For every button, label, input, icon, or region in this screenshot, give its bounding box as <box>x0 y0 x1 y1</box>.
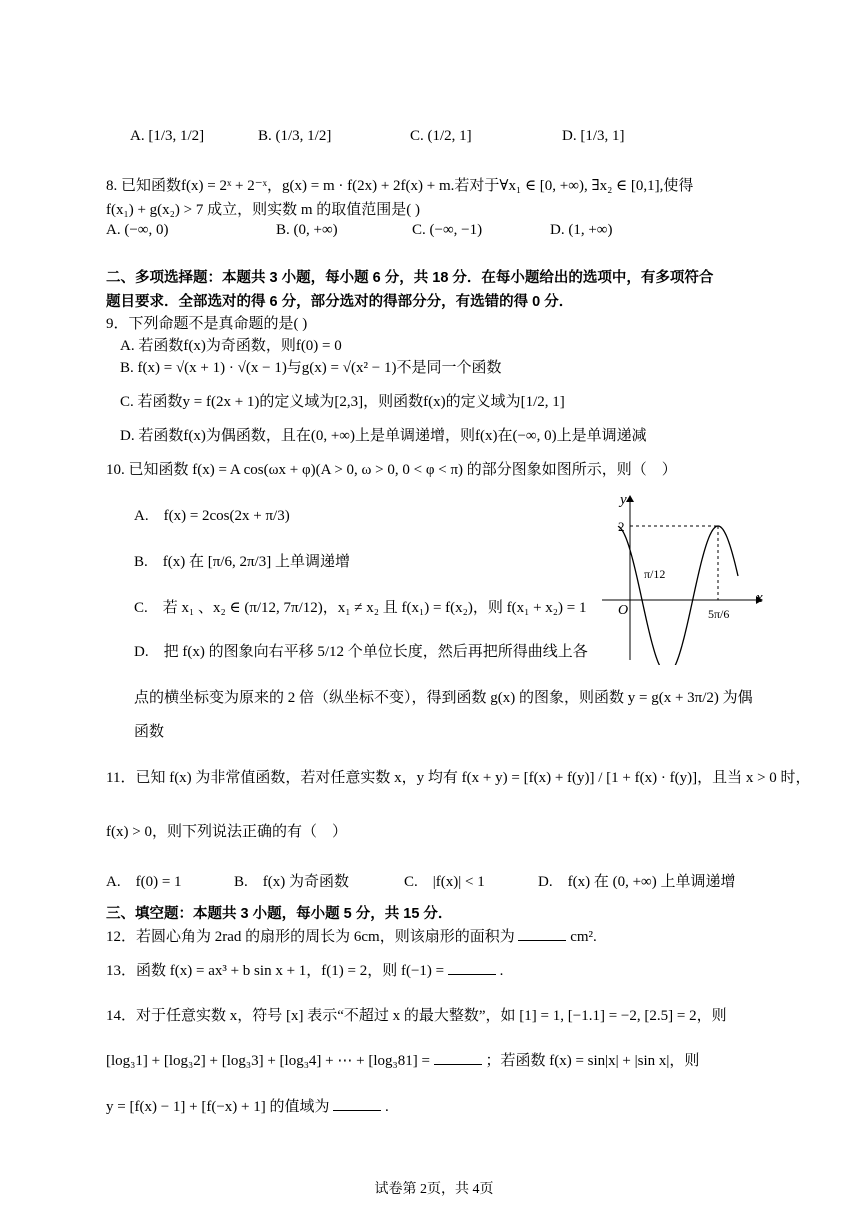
pi-over-12-label: π/12 <box>644 567 666 581</box>
section2-heading-line1: 二、多项选择题：本题共 3 小题，每小题 6 分，共 18 分．在每小题给出的选项中，有多项符合 <box>106 270 714 286</box>
q11-option-a: A. f(0) = 1 <box>106 874 182 890</box>
q10-option-d-line2: 点的横坐标变为原来的 2 倍（纵坐标不变），得到函数 g(x) 的图象，则函数 y = g(x + 3π/2) 为偶 <box>134 690 753 706</box>
q7-option-c: C. (1/2, 1] <box>410 128 472 144</box>
q10-option-c: C. 若 x₁ 、x₂ ∈ (π/12, 7π/12)，x₁ ≠ x₂ 且 f(x₁) = f(x₂)，则 f(x₁ + x₂) = 1 <box>134 600 587 616</box>
x-axis-label: x <box>756 590 763 606</box>
q8-option-d: D. (1, +∞) <box>550 222 613 238</box>
q9-stem: 9．下列命题不是真命题的是( ) <box>106 316 308 332</box>
q14-stem-line1: 14．对于任意实数 x，符号 [x] 表示“不超过 x 的最大整数”，如 [1] = 1, [−1.1] = −2, [2.5] = 2，则 <box>106 1008 727 1024</box>
q13-answer-blank[interactable] <box>448 960 496 975</box>
q10-option-b: B. f(x) 在 [π/6, 2π/3] 上单调递增 <box>134 554 350 570</box>
q14-end: . <box>385 1099 389 1115</box>
y-axis-label: y <box>620 492 627 508</box>
q14-function-def: ；若函数 f(x) = sin|x| + |sin x|，则 <box>485 1053 700 1069</box>
q10-option-d-line1: D. 把 f(x) 的图象向右平移 5/12 个单位长度，然后再把所得曲线上各 <box>134 644 588 660</box>
q13-text: 13．函数 f(x) = ax³ + b sin x + 1，f(1) = 2，则 f(−1) = <box>106 963 445 979</box>
q13-end: . <box>499 963 504 979</box>
section3-heading: 三、填空题：本题共 3 小题，每小题 5 分，共 15 分． <box>106 906 453 922</box>
q9-option-b: B. f(x) = √(x + 1) · √(x − 1)与g(x) = √(x² − 1)不是同一个函数 <box>120 360 502 376</box>
q7-option-b: B. (1/3, 1/2] <box>258 128 332 144</box>
q12-text: 12．若圆心角为 2rad 的扇形的周长为 6cm，则该扇形的面积为 <box>106 929 515 945</box>
q11-option-b: B. f(x) 为奇函数 <box>234 874 349 890</box>
q12-unit: cm². <box>570 929 597 945</box>
q8-option-a: A. (−∞, 0) <box>106 222 169 238</box>
q7-option-d: D. [1/3, 1] <box>562 128 625 144</box>
page-footer: 试卷第 2页，共 4页 <box>374 1182 494 1197</box>
q11-option-d: D. f(x) 在 (0, +∞) 上单调递增 <box>538 874 736 890</box>
section2-heading-line2: 题目要求．全部选对的得 6 分，部分选对的得部分分，有选错的得 0 分． <box>106 294 574 310</box>
q8-option-b: B. (0, +∞) <box>276 222 338 238</box>
q12-answer-blank[interactable] <box>518 926 566 941</box>
q14-answer-blank-1[interactable] <box>434 1050 482 1065</box>
q14-log-sum: [log₃1] + [log₃2] + [log₃3] + [log₃4] + ⋯ + [log₃81] = <box>106 1053 430 1069</box>
q14-range-question: y = [f(x) − 1] + [f(−x) + 1] 的值域为 <box>106 1099 330 1115</box>
q11-stem-line2: f(x) > 0，则下列说法正确的有（ ） <box>106 824 347 840</box>
q10-stem: 10. 已知函数 f(x) = A cos(ωx + φ)(A > 0, ω > 0, 0 < φ < π) 的部分图象如图所示，则（ ） <box>106 462 677 478</box>
q14-line3 <box>106 1096 389 1117</box>
origin-label: O <box>618 603 629 618</box>
q9-option-d: D. 若函数f(x)为偶函数，且在(0, +∞)上是单调递增，则f(x)在(−∞, 0)上是单调递减 <box>120 428 647 444</box>
q14-line2 <box>106 1050 699 1071</box>
q13 <box>106 960 503 981</box>
q9-option-a: A. 若函数f(x)为奇函数，则f(0) = 0 <box>120 338 342 354</box>
q8-stem-line2: f(x₁) + g(x₂) > 7 成立，则实数 m 的取值范围是( ) <box>106 202 421 218</box>
q10-option-d-line3: 函数 <box>134 724 165 740</box>
max-value-label: 2 <box>618 519 625 534</box>
five-pi-over-6-label: 5π/6 <box>708 607 730 621</box>
q8-stem-line1: 8. 已知函数f(x) = 2ˣ + 2⁻ˣ，g(x) = m · f(2x) + 2f(x) + m.若对于∀x₁ ∈ [0, +∞), ∃x₂ ∈ [0,1],使得 <box>106 178 694 194</box>
cosine-graph <box>600 490 770 665</box>
q7-option-a: A. [1/3, 1/2] <box>130 128 205 144</box>
q9-option-c: C. 若函数y = f(2x + 1)的定义域为[2,3]，则函数f(x)的定义域为[1/2, 1] <box>120 394 565 410</box>
q10-option-a: A. f(x) = 2cos(2x + π/3) <box>134 508 290 524</box>
q14-answer-blank-2[interactable] <box>333 1096 381 1111</box>
q12 <box>106 926 597 947</box>
cosine-curve <box>618 526 738 665</box>
q8-option-c: C. (−∞, −1) <box>412 222 483 238</box>
q11-stem-line1: 11．已知 f(x) 为非常值函数，若对任意实数 x，y 均有 f(x + y) = [f(x) + f(y)] / [1 + f(x) · f(y)]，且当 x > 0 时， <box>106 770 811 786</box>
q11-option-c: C. |f(x)| < 1 <box>404 874 485 890</box>
